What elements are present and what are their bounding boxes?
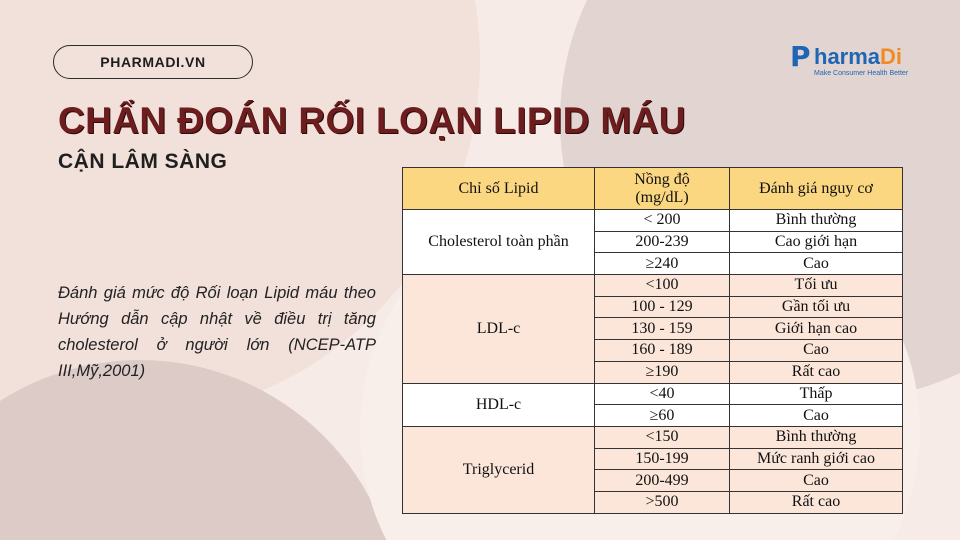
table-cell: Thấp <box>730 383 903 405</box>
background-shape <box>0 360 400 540</box>
table-cell: < 200 <box>595 210 730 232</box>
table-cell: Tối ưu <box>730 275 903 297</box>
table-cell: ≥190 <box>595 361 730 383</box>
page-title: CHẨN ĐOÁN RỐI LOẠN LIPID MÁU <box>58 100 686 141</box>
table-cell: 200-239 <box>595 231 730 253</box>
table-cell: <40 <box>595 383 730 405</box>
table-row <box>403 275 903 297</box>
table-header-row <box>403 168 903 210</box>
lipid-table <box>402 167 903 514</box>
column-header: Đánh giá nguy cơ <box>730 168 903 210</box>
table-cell: 160 - 189 <box>595 340 730 362</box>
table-cell: Cao giới hạn <box>730 231 903 253</box>
table-row <box>403 210 903 232</box>
pharmadi-logo[interactable] <box>790 42 920 82</box>
group-label: Cholesterol toàn phần <box>403 210 595 275</box>
table-cell: ≥60 <box>595 405 730 427</box>
table-cell: <100 <box>595 275 730 297</box>
table-cell: >500 <box>595 491 730 513</box>
table-cell: 150-199 <box>595 448 730 470</box>
table-cell: <150 <box>595 426 730 448</box>
logo-main-text: harma <box>814 44 881 69</box>
table-row <box>403 426 903 448</box>
table-cell: Giới hạn cao <box>730 318 903 340</box>
table-cell: Cao <box>730 405 903 427</box>
table-cell: Rất cao <box>730 361 903 383</box>
table-cell: Cao <box>730 470 903 492</box>
table-cell: Bình thường <box>730 210 903 232</box>
group-label: Triglycerid <box>403 426 595 513</box>
table-cell: Rất cao <box>730 491 903 513</box>
logo-tagline: Make Consumer Health Better <box>814 70 909 77</box>
table-cell: 100 - 129 <box>595 296 730 318</box>
group-label: LDL-c <box>403 275 595 383</box>
description-text: Đánh giá mức độ Rối loạn Lipid máu theo Hướng dẫn cập nhật về điều trị tăng cholesterol ở người lớn (NCEP-ATP III,Mỹ,2001) <box>58 284 376 380</box>
table-row <box>403 383 903 405</box>
site-label-pill[interactable]: PHARMADI.VN <box>53 45 253 79</box>
table-cell: 130 - 159 <box>595 318 730 340</box>
column-header-text: Nồng độ (mg/dL) <box>634 170 690 206</box>
page-subtitle: CẬN LÂM SÀNG <box>58 150 228 173</box>
table-cell: 200-499 <box>595 470 730 492</box>
logo-initial: P <box>790 40 811 73</box>
logo-accent-text: Di <box>880 44 903 69</box>
logo-wordmark <box>814 44 902 70</box>
table-cell: Bình thường <box>730 426 903 448</box>
table-cell: Mức ranh giới cao <box>730 448 903 470</box>
table-cell: Cao <box>730 253 903 275</box>
column-header: Chỉ số Lipid <box>403 168 595 210</box>
table-cell: ≥240 <box>595 253 730 275</box>
group-label: HDL-c <box>403 383 595 426</box>
table-cell: Cao <box>730 340 903 362</box>
column-header <box>595 168 730 210</box>
table-cell: Gần tối ưu <box>730 296 903 318</box>
